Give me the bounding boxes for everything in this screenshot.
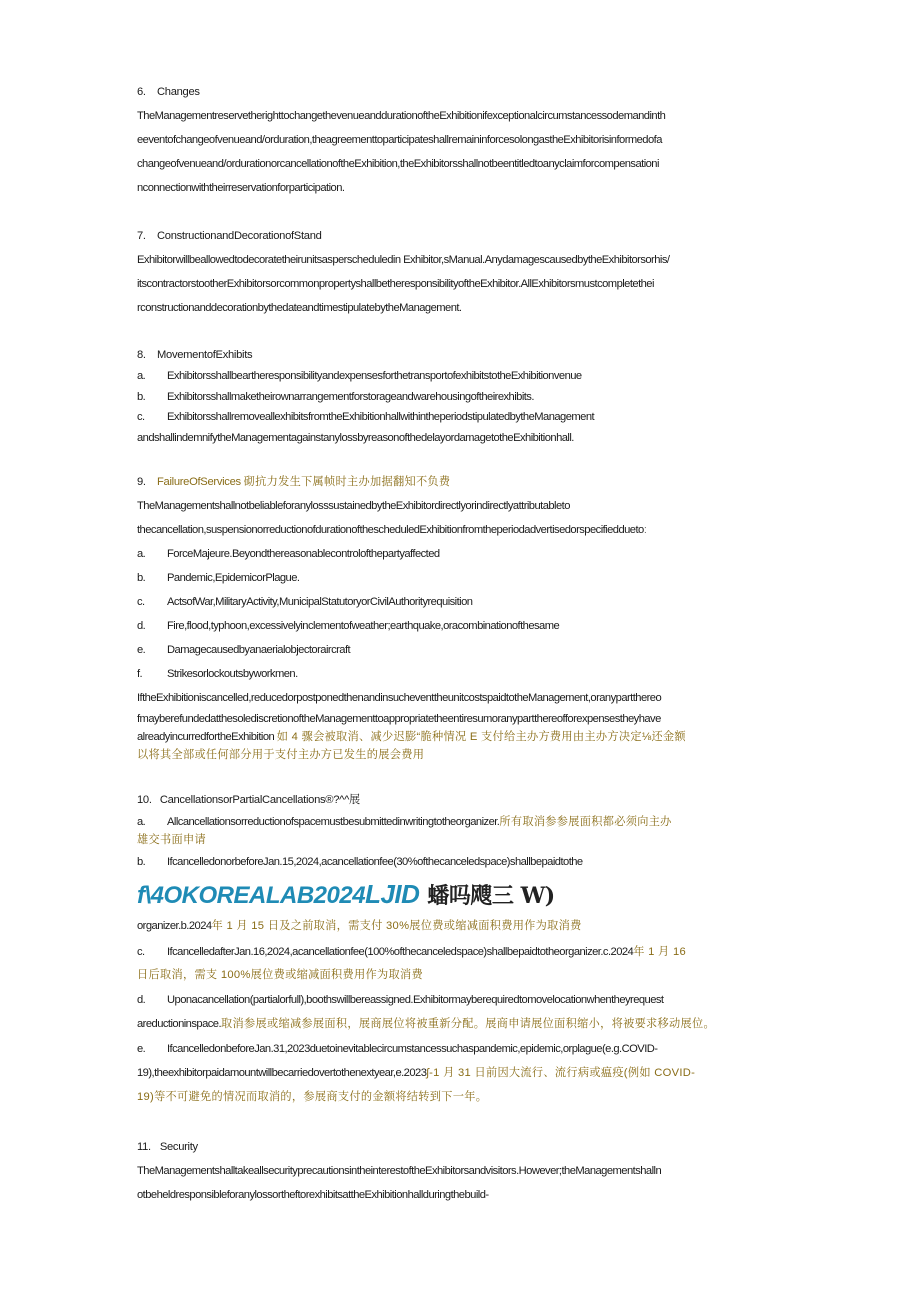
- section-7-line: itscontractorstootherExhibitorsorcommonpropertyshallbetheresponsibilityoftheExhibitor.AllExhibitorsmustcompletethei: [137, 278, 654, 290]
- list-item: a. ForceMajeure.Beyondthereasonablecontrolofthepartyaffected: [137, 548, 440, 560]
- list-item: b. Pandemic,EpidemicorPlague.: [137, 572, 300, 584]
- section-10-a-cont: 雄交书面申请: [137, 834, 206, 846]
- section-7-line: rconstructionanddecorationbythedateandtimestipulatebytheManagement.: [137, 302, 462, 314]
- section-8-tail: andshallindemnifytheManagementagainstanylossbyreasonofthedelayordamagetotheExhibitionhall.: [137, 432, 574, 444]
- section-9-outro: IftheExhibitioniscancelled,reducedorpostponedthenandinsucheventtheunitcostspaidtotheManagement,oranypartthereo: [137, 692, 662, 704]
- section-9-outro-cn: 以将其全部或任何部分用于支付主办方已发生的展会费用: [137, 749, 425, 761]
- section-7-line: Exhibitorwillbeallowedtodecoratetheirunitsasperscheduledin Exhibitor,sManual.AnydamagescausedbytheExhibitorsorhis/: [137, 254, 670, 266]
- list-item: a. Allcancellationsorreductionofspacemustbesubmittedinwritingtotheorganizer.所有取消参参展面积都必须向主办: [137, 816, 672, 828]
- list-item: e. IfcancelledonbeforeJan.31,2023duetoinevitablecircumstancessuchaspandemic,epidemic,orplague(e.g.COVID-: [137, 1043, 658, 1055]
- list-item: c. ExhibitorsshallremoveallexhibitsfromtheExhibitionhallwithintheperiodstipulatedbytheManagement: [137, 411, 595, 423]
- section-11-heading: 11. Security: [137, 1141, 198, 1153]
- korealab-banner: f\4OKOREALAB2024LJID 蟠吗飕三 W): [137, 879, 555, 909]
- section-8-heading: 8. MovementofExhibits: [137, 349, 253, 361]
- list-item: a. ExhibitorsshallbeartheresponsibilityandexpensesforthetransportofexhibitstotheExhibitionvenue: [137, 370, 582, 382]
- section-6-line: TheManagementreservetherighttochangethevenueanddurationoftheExhibitionifexceptionalcircumstancessodemandinth: [137, 110, 666, 122]
- section-6-heading: 6. Changes: [137, 86, 200, 98]
- section-6-line: changeofvenueand/ordurationorcancellationoftheExhibition,theExhibitorsshallnotbeentitledtoanyclaimforcompensationi: [137, 158, 659, 170]
- list-item: b. Exhibitorsshallmaketheirownarrangementforstorageandwarehousingoftheirexhibits.: [137, 391, 534, 403]
- section-6-line: eeventofchangeofvenueand/orduration,theagreementtoparticipateshallremaininforcesolongastheExhibitorisinformedofa: [137, 134, 662, 146]
- list-item: d. Uponacancellation(partialorfull),boothswillbereassigned.Exhibitormayberequiredtomovelocationwhentheyrequest: [137, 994, 664, 1006]
- section-9-intro: TheManagementshallnotbeliableforanylosssustainedbytheExhibitordirectlyorindirectlyattributableto: [137, 500, 570, 512]
- section-7-heading: 7. ConstructionandDecorationofStand: [137, 230, 322, 242]
- section-6-line: nconnectionwiththeirreservationforparticipation.: [137, 182, 345, 194]
- section-10-heading: 10. CancellationsorPartialCancellations®?^^展: [137, 794, 360, 806]
- list-item: c. IfcancelledafterJan.16,2024,acancellationfee(100%ofthecanceledspace)shallbepaidtotheorganizer.c.2024年 1 月 16: [137, 946, 686, 958]
- section-11-line: TheManagementshalltakeallsecurityprecautionsintheinterestoftheExhibitorsandvisitors.However;theManagementshalln: [137, 1165, 662, 1177]
- section-10-b-cont: organizer.b.2024年 1 月 15 日及之前取消，需支付 30%展位费或缩减面积费用作为取消费: [137, 920, 582, 932]
- list-item: c. ActsofWar,MilitaryActivity,MunicipalStatutoryorCivilAuthorityrequisition: [137, 596, 473, 608]
- list-item: f. Strikesorlockoutsbyworkmen.: [137, 668, 298, 680]
- list-item: e. Damagecausedbyanaerialobjectoraircraft: [137, 644, 351, 656]
- section-10-c-cont: 日后取消，需支 100%展位费或缩减面积费用作为取消费: [137, 969, 423, 981]
- section-11-line: otbeheldresponsibleforanylossortheftorexhibitsattheExhibitionhallduringthebuild-: [137, 1189, 489, 1201]
- section-9-intro: thecancellation,suspensionorreductionofdurationofthescheduledExhibitionfromtheperiodadvertisedorspecifiedduetoː: [137, 524, 647, 536]
- section-10-e-cont: 19)等不可避免的情况而取消的，参展商支付的金额将结转到下一年。: [137, 1091, 488, 1103]
- section-9-outro-mixed: alreadyincurredfortheExhibition 如 4 骤会被取消、减少迟膨“脆种情况 E 支付给主办方费用由主办方决定⅛还金额: [137, 731, 686, 743]
- list-item: d. Fire,flood,typhoon,excessivelyinclementofweather;earthquake,oracombinationofthesame: [137, 620, 560, 632]
- section-9-heading: 9. FailureOfServices 砌抗力发生下属帧时主办加据翻知不负费: [137, 476, 451, 488]
- list-item: b. IfcancelledonorbeforeJan.15,2024,acancellationfee(30%ofthecanceledspace)shallbepaidtothe: [137, 856, 583, 868]
- section-9-outro: fmayberefundedatthesolediscretionoftheManagementtoappropriatetheentiresumoranypartthereofforexpensestheyhave: [137, 713, 661, 725]
- section-10-d-cont: areductioninspace.取消参展或缩减参展面积，展商展位将被重新分配。展商申请展位面积缩小，将被要求移动展位。: [137, 1018, 715, 1030]
- section-10-e-cont: 19),theexhibitorpaidamountwillbecarriedovertothenextyear,e.2023ʃ-1 月 31 日前因大流行、流行病或瘟疫(例如 COVID-: [137, 1067, 696, 1079]
